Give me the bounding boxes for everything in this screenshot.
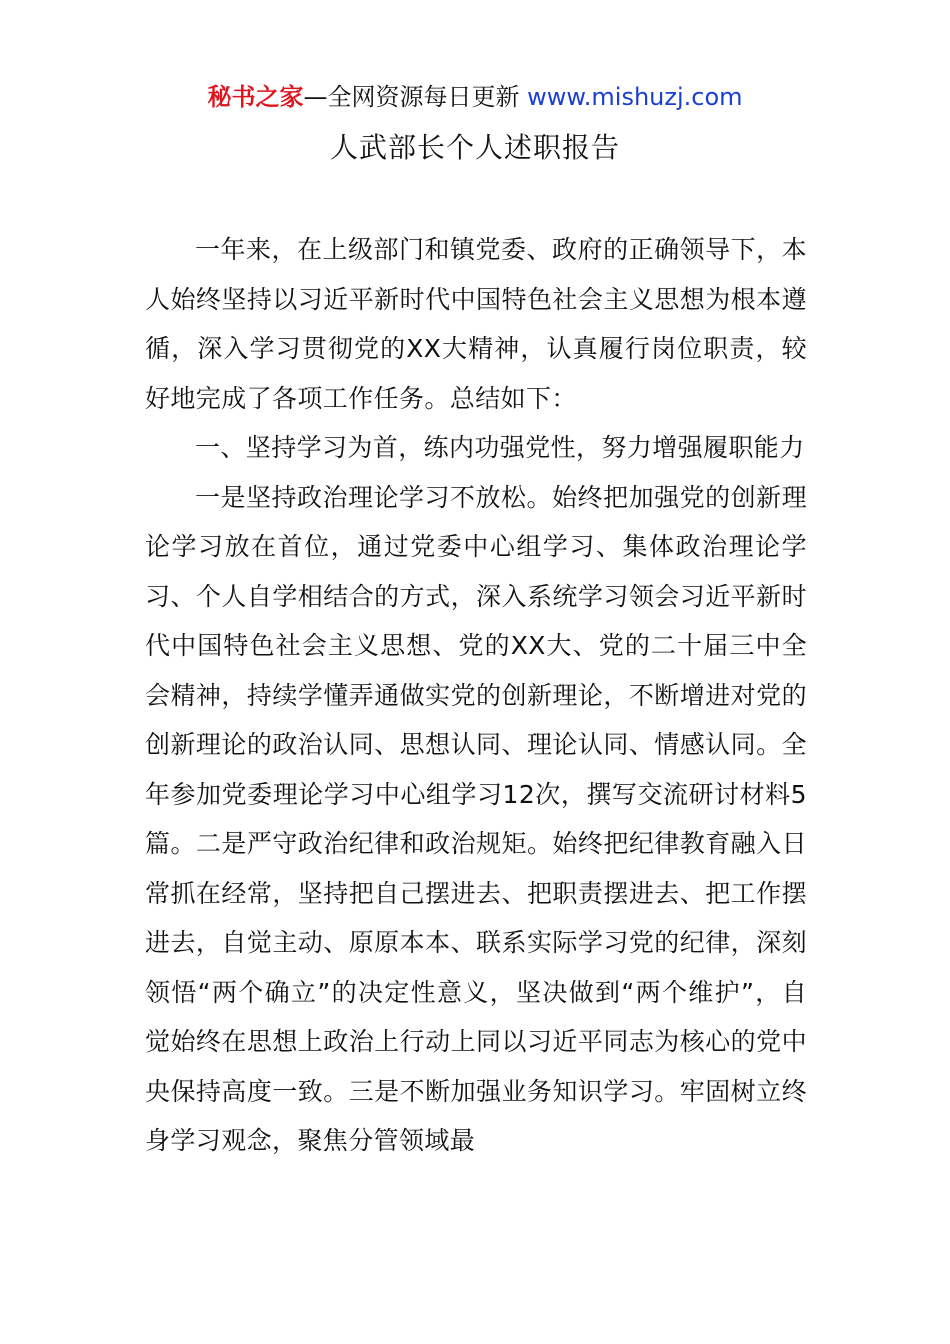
site-tagline: —全网资源每日更新 [303, 83, 520, 111]
site-url-link[interactable]: www.mishuzj.com [527, 83, 743, 111]
site-header [0, 80, 950, 114]
document-title: 人武部长个人述职报告 [329, 131, 620, 164]
intro-paragraph: 一年来，在上级部门和镇党委、政府的正确领导下，本人始终坚持以习近平新时代中国特色社会主义思想为根本遵循，深入学习贯彻党的XX大精神，认真履行岗位职责，较好地完成了各项工作任务。总结如下： [145, 235, 807, 413]
section-heading-1: 一、坚持学习为首，练内功强党性，努力增强履职能力 [195, 433, 805, 462]
body-paragraph: 一是坚持政治理论学习不放松。始终把加强党的创新理论学习放在首位，通过党委中心组学习、集体政治理论学习、个人自学相结合的方式，深入系统学习领会习近平新时代中国特色社会主义思想、党的XX大、党的二十届三中全会精神，持续学懂弄通做实党的创新理论，不断增进对党的创新理论的政治认同、思想认同、理论认同、情感认同。全年参加党委理论学习中心组学习12次，撰写交流研讨材料5篇。二是严守政治纪律和政治规矩。始终把纪律教育融入日常抓在经常，坚持把自己摆进去、把职责摆进去、把工作摆进去，自觉主动、原原本本、联系实际学习党的纪律，深刻领悟“两个确立”的决定性意义，坚决做到“两个维护”，自觉始终在思想上政治上行动上同以习近平同志为核心的党中央保持高度一致。三是不断加强业务知识学习。牢固树立终身学习观念，聚焦分管领域最 [145, 482, 807, 1155]
document-body [145, 225, 807, 1166]
site-brand: 秘书之家 [207, 83, 304, 111]
